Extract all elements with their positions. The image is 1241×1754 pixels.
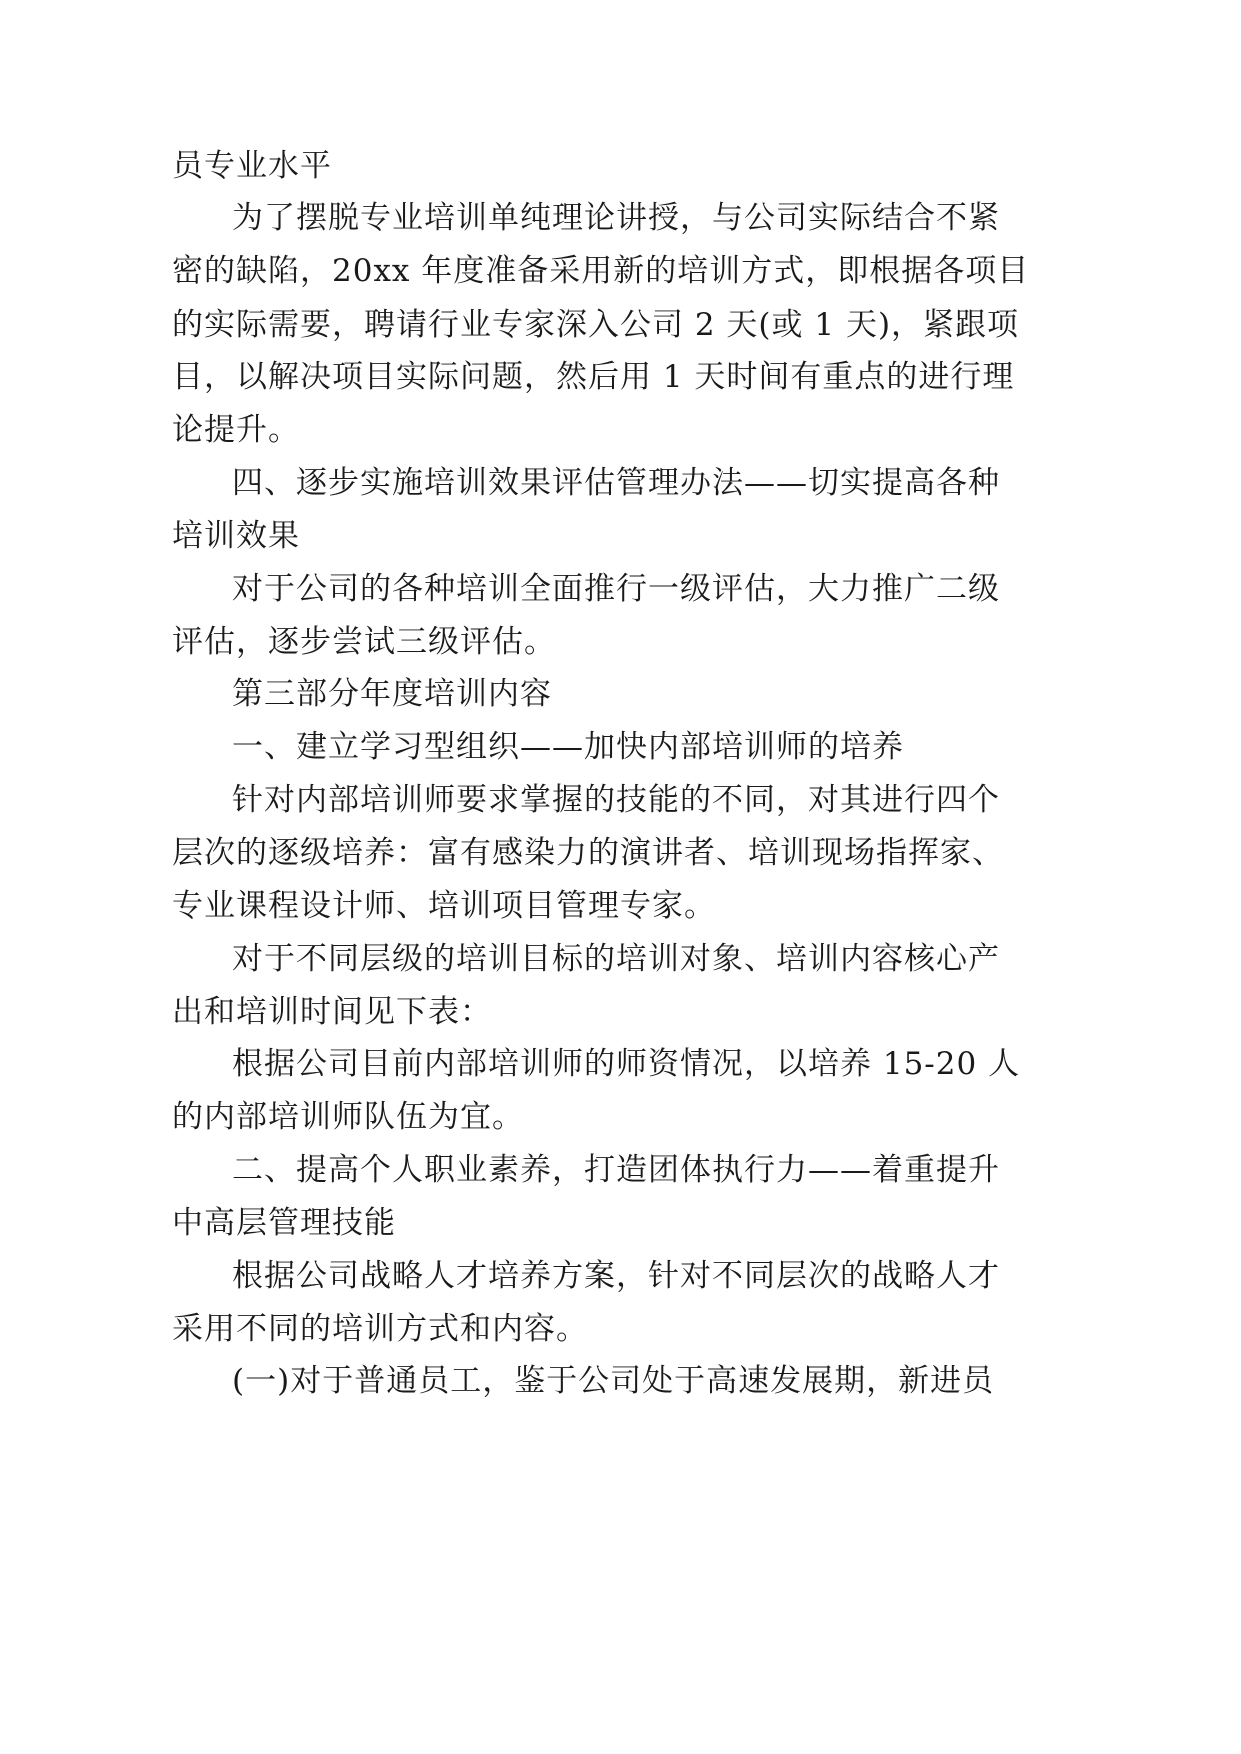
paragraph-line: 为了摆脱专业培训单纯理论讲授，与公司实际结合不紧 bbox=[232, 200, 1000, 236]
text-line: 目，以解决项目实际问题，然后用 1 天时间有重点的进行理 bbox=[172, 359, 1015, 395]
paragraph-line: 根据公司目前内部培训师的师资情况，以培养 15-20 人 bbox=[232, 1046, 1021, 1082]
paragraph-line: (一)对于普通员工，鉴于公司处于高速发展期，新进员 bbox=[232, 1363, 995, 1399]
section-heading: 一、建立学习型组织——加快内部培训师的培养 bbox=[232, 729, 904, 765]
text-line: 的实际需要，聘请行业专家深入公司 2 天(或 1 天)，紧跟项 bbox=[172, 307, 1020, 343]
section-heading: 四、逐步实施培训效果评估管理办法——切实提高各种 bbox=[232, 465, 1000, 501]
paragraph-line: 对于公司的各种培训全面推行一级评估，大力推广二级 bbox=[232, 571, 1000, 607]
text-line: 的内部培训师队伍为宜。 bbox=[172, 1099, 524, 1135]
paragraph-line: 对于不同层级的培训目标的培训对象、培训内容核心产 bbox=[232, 941, 1000, 977]
text-line: 出和培训时间见下表： bbox=[172, 994, 492, 1030]
paragraph-line: 根据公司战略人才培养方案，针对不同层次的战略人才 bbox=[232, 1258, 1000, 1294]
text-line: 员专业水平 bbox=[172, 148, 332, 184]
text-line: 密的缺陷，20xx 年度准备采用新的培训方式，即根据各项目 bbox=[172, 253, 1030, 289]
text-line: 层次的逐级培养：富有感染力的演讲者、培训现场指挥家、 bbox=[172, 835, 1004, 871]
paragraph-line: 针对内部培训师要求掌握的技能的不同，对其进行四个 bbox=[232, 782, 1000, 818]
text-line: 论提升。 bbox=[172, 412, 300, 448]
text-line: 采用不同的培训方式和内容。 bbox=[172, 1311, 588, 1347]
part-heading: 第三部分年度培训内容 bbox=[232, 676, 552, 712]
section-heading: 培训效果 bbox=[172, 518, 300, 554]
section-heading: 二、提高个人职业素养，打造团体执行力——着重提升 bbox=[232, 1152, 1000, 1188]
section-heading: 中高层管理技能 bbox=[172, 1205, 396, 1241]
text-line: 专业课程设计师、培训项目管理专家。 bbox=[172, 888, 716, 924]
text-line: 评估，逐步尝试三级评估。 bbox=[172, 624, 556, 660]
